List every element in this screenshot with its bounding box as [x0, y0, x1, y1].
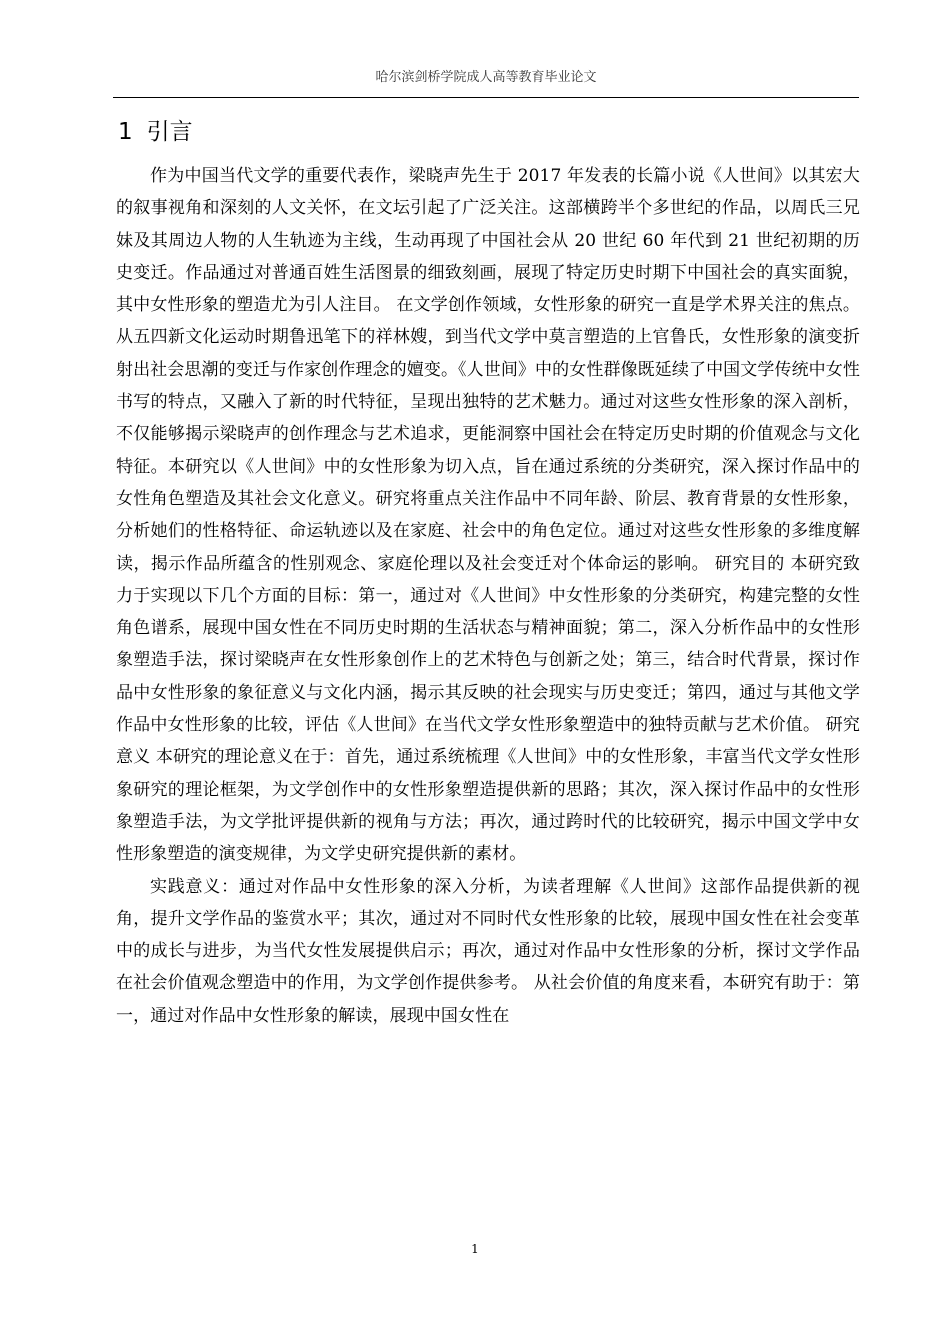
section-heading — [118, 116, 193, 148]
header-divider — [113, 97, 859, 98]
paragraph-introduction: 作为中国当代文学的重要代表作，梁晓声先生于 2017 年发表的长篇小说《人世间》以其宏大的叙事视角和深刻的人文关怀，在文坛引起了广泛关注。这部横跨半个多世纪的作品，以周氏三兄妹及其周边人物的人生轨迹为主线，生动再现了中国社会从 20 世纪 60 年代到 21 世纪初期的历史变迁。作品通过对普通百姓生活图景的细致刻画，展现了特定历史时期下中国社会的真实面貌，其中女性形象的塑造尤为引人注目。 在文学创作领域，女性形象的研究一直是学术界关注的焦点。从五四新文化运动时期鲁迅笔下的祥林嫂，到当代文学中莫言塑造的上官鲁氏，女性形象的演变折射出社会思潮的变迁与作家创作理念的嬗变。《人世间》中的女性群像既延续了中国文学传统中女性书写的特点，又融入了新的时代特征，呈现出独特的艺术魅力。通过对这些女性形象的深入剖析，不仅能够揭示梁晓声的创作理念与艺术追求，更能洞察中国社会在特定历史时期的价值观念与文化特征。本研究以《人世间》中的女性形象为切入点，旨在通过系统的分类研究，深入探讨作品中的女性角色塑造及其社会文化意义。研究将重点关注作品中不同年龄、阶层、教育背景的女性形象，分析她们的性格特征、命运轨迹以及在家庭、社会中的角色定位。通过对这些女性形象的多维度解读，揭示作品所蕴含的性别观念、家庭伦理以及社会变迁对个体命运的影响。 研究目的 本研究致力于实现以下几个方面的目标：第一，通过对《人世间》中女性形象的分类研究，构建完整的女性角色谱系，展现中国女性在不同历史时期的生活状态与精神面貌；第二，深入分析作品中的女性形象塑造手法，探讨梁晓声在女性形象创作上的艺术特色与创新之处；第三，结合时代背景，探讨作品中女性形象的象征意义与文化内涵，揭示其反映的社会现实与历史变迁；第四，通过与其他文学作品中女性形象的比较，评估《人世间》在当代文学女性形象塑造中的独特贡献与艺术价值。 研究意义 本研究的理论意义在于：首先，通过系统梳理《人世间》中的女性形象，丰富当代文学女性形象研究的理论框架，为文学创作中的女性形象塑造提供新的思路；其次，深入探讨作品中的女性形象塑造手法，为文学批评提供新的视角与方法；再次，通过跨时代的比较研究，揭示中国文学中女性形象塑造的演变规律，为文学史研究提供新的素材。 — [116, 166, 860, 865]
page-number: 1 — [471, 1242, 479, 1256]
page-header: 哈尔滨剑桥学院成人高等教育毕业论文 — [375, 70, 597, 85]
section-number: 1 — [118, 119, 133, 145]
section-title: 引言 — [146, 119, 193, 145]
body-text — [116, 160, 860, 1032]
paragraph-practical-significance: 实践意义：通过对作品中女性形象的深入分析，为读者理解《人世间》这部作品提供新的视角，提升文学作品的鉴赏水平；其次，通过对不同时代女性形象的比较，展现中国女性在社会变革中的成长与进步，为当代女性发展提供启示；再次，通过对作品中女性形象的分析，探讨文学作品在社会价值观念塑造中的作用，为文学创作提供参考。 从社会价值的角度来看，本研究有助于：第一，通过对作品中女性形象的解读，展现中国女性在 — [116, 876, 860, 1026]
